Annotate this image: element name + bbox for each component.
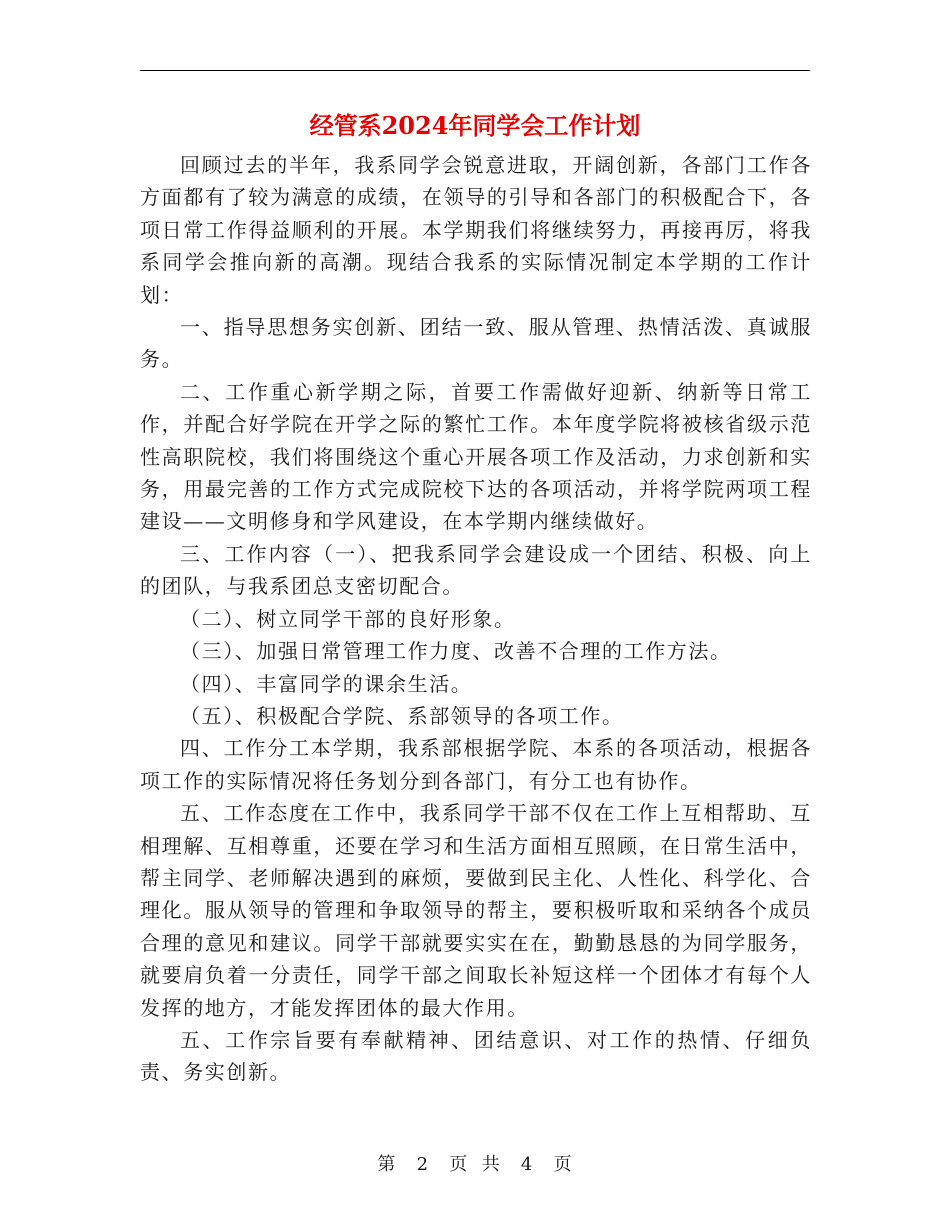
paragraph-content-item-2: （二）、树立同学干部的良好形象。 <box>180 606 516 631</box>
paragraph-content-item-3: （三）、加强日常管理工作力度、改善不合理的工作方法。 <box>180 639 732 664</box>
paragraph-work-attitude: 五、工作态度在工作中，我系同学干部不仅在工作上互相帮助、互相理解、互相尊重，还要在学习和生活方面相互照顾，在日常生活中，帮主同学、老师解决遇到的麻烦，要做到民主化、人性化、科学化、合理化。服从领导的管理和争取领导的帮主，要积极听取和采纳各个成员合理的意见和建议。同学干部就要实实在在，勤勤恳恳的为同学服务，就要肩负着一分责任，同学干部之间取长补短这样一个团体才有每个人发挥的地方，才能发挥团体的最大作用。 <box>140 801 812 1020</box>
document-body <box>140 149 812 1089</box>
footer-current-page: 2 <box>416 1154 430 1175</box>
paragraph-work-focus: 二、工作重心新学期之际，首要工作需做好迎新、纳新等日常工作，并配合好学院在开学之际的繁忙工作。本年度学院将被核省级示范性高职院校，我们将围绕这个重心开展各项工作及活动，力求创新和实务，用最完善的工作方式完成院校下达的各项活动，并将学院两项工程建设——文明修身和学风建设，在本学期内继续做好。 <box>140 379 812 534</box>
paragraph-work-purpose: 五、工作宗旨要有奉献精神、团结意识、对工作的热情、仔细负责、务实创新。 <box>140 1027 812 1085</box>
paragraph-division-of-labor: 四、工作分工本学期，我系部根据学院、本系的各项活动，根据各项工作的实际情况将任务划分到各部门，有分工也有协作。 <box>140 736 812 793</box>
paragraph-guiding-ideology: 一、指导思想务实创新、团结一致、服从管理、热情活泼、真诚服务。 <box>140 315 812 372</box>
document-title: 经管系2024年同学会工作计划 <box>309 111 641 140</box>
footer-prefix: 第 <box>377 1154 397 1175</box>
footer-total-pages: 4 <box>520 1154 534 1175</box>
paragraph-intro: 回顾过去的半年，我系同学会锐意进取，开阔创新，各部门工作各方面都有了较为满意的成绩，在领导的引导和各部门的积极配合下，各项日常工作得益顺利的开展。本学期我们将继续努力，再接再厉，将我系同学会推向新的高潮。现结合我系的实际情况制定本学期的工作计划： <box>140 153 812 307</box>
paragraph-content-item-4: （四）、丰富同学的课余生活。 <box>180 671 473 696</box>
paragraph-work-content: 三、工作内容（一）、把我系同学会建设成一个团结、积极、向上的团队，与我系团总支密切配合。 <box>140 541 812 599</box>
footer-middle: 页 共 <box>449 1154 501 1175</box>
paragraph-content-item-5: （五）、积极配合学院、系部领导的各项工作。 <box>180 703 624 728</box>
header-rule <box>140 70 810 71</box>
footer-suffix: 页 <box>553 1154 573 1175</box>
page-footer <box>0 1153 950 1177</box>
